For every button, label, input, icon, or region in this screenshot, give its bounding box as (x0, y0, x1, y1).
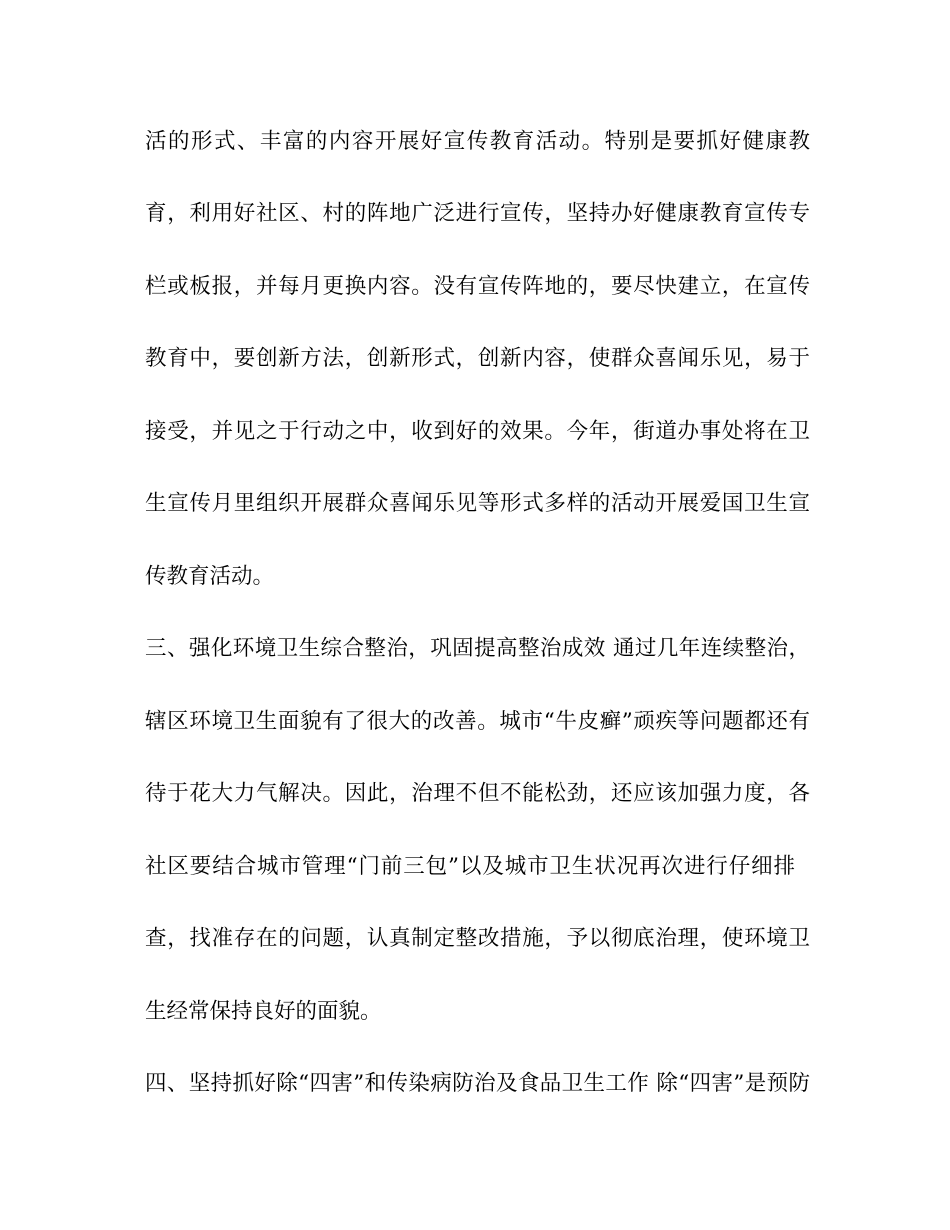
text-line-2: 育，利用好社区、村的阵地广泛进行宣传，坚持办好健康教育宣传专 (145, 201, 810, 226)
text-line-9: 辖区环境卫生面貌有了很大的改善。城市“牛皮癣”顽疾等问题都还有 (145, 709, 810, 734)
text-line-10: 待于花大力气解决。因此，治理不但不能松劲，还应该加强力度，各 (145, 781, 810, 806)
text-line-14: 四、坚持抓好除“四害”和传染病防治及食品卫生工作 除“四害”是预防 (145, 1071, 810, 1096)
text-line-1: 活的形式、丰富的内容开展好宣传教育活动。特别是要抓好健康教 (145, 129, 810, 154)
text-line-8: 三、强化环境卫生综合整治，巩固提高整治成效 通过几年连续整治， (145, 636, 810, 661)
text-line-5: 接受，并见之于行动之中，收到好的效果。今年，街道办事处将在卫 (145, 419, 810, 444)
text-line-7: 传教育活动。 (145, 564, 275, 589)
text-line-11: 社区要结合城市管理“门前三包”以及城市卫生状况再次进行仔细排 (145, 854, 795, 879)
text-line-12: 查，找准存在的问题，认真制定整改措施，予以彻底治理，使环境卫 (145, 926, 810, 951)
text-line-6: 生宣传月里组织开展群众喜闻乐见等形式多样的活动开展爱国卫生宣 (145, 491, 810, 516)
text-line-13: 生经常保持良好的面貌。 (145, 999, 382, 1024)
text-line-4: 教育中，要创新方法，创新形式，创新内容，使群众喜闻乐见，易于 (145, 346, 810, 371)
text-line-3: 栏或板报，并每月更换内容。没有宣传阵地的，要尽快建立，在宣传 (145, 274, 810, 299)
